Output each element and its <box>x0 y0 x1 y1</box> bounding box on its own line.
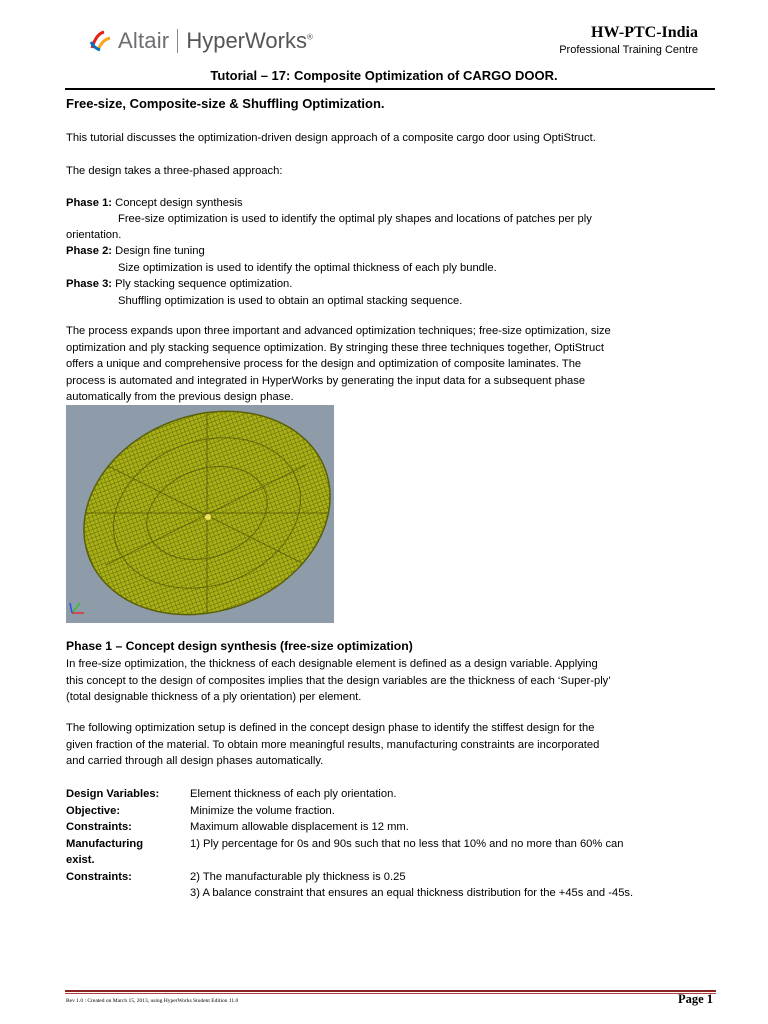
org-subtitle: Professional Training Centre <box>559 44 698 56</box>
intro-text: This tutorial discusses the optimization-driven design approach of a composite cargo door using OptiStruct. <box>66 132 596 144</box>
footer-revision: Rev 1.0 : Created on March 15, 2013, using HyperWorks Student Edition 11.0 <box>66 998 239 1004</box>
logo-separator <box>177 29 178 53</box>
setup-row: 3) A balance constraint that ensures an equal thickness distribution for the +45s and -45s. <box>190 887 634 899</box>
setup-row: Constraints: 2) The manufacturable ply thickness is 0.25 <box>66 870 406 883</box>
center-node <box>205 514 211 520</box>
setup-row: Design Variables: Element thickness of each ply orientation. <box>66 788 397 800</box>
page-number: Page 1 <box>677 992 713 1006</box>
mesh-svg <box>66 405 334 623</box>
phase-1-desc-cont: orientation. <box>66 229 122 241</box>
phase-1-title: Phase 1: Concept design synthesis <box>66 197 243 209</box>
cargo-door-mesh-image <box>66 405 334 623</box>
org-title: HW-PTC-India <box>591 24 698 41</box>
phase-2-title: Phase 2: Design fine tuning <box>66 245 205 257</box>
header-rule <box>65 88 715 90</box>
footer-rule-thin <box>65 993 716 994</box>
phases-intro: The design takes a three-phased approach: <box>66 165 283 177</box>
altair-hyperworks-logo <box>88 27 313 55</box>
phase-1-desc: Free-size optimization is used to identify the optimal ply shapes and locations of patches per ply <box>118 213 592 225</box>
logo-product: HyperWorks® <box>186 28 313 53</box>
free-size-paragraph: In free-size optimization, the thickness of each designable element is defined as a design variable. Applying this concept to the design of composites implies that the design variables are the thickness of each ‘Super-ply’ (total designable thickness of a ply orientation) per element. <box>66 658 611 703</box>
setup-row: Constraints: Maximum allowable displacement is 12 mm. <box>66 821 409 833</box>
section-heading: Phase 1 – Concept design synthesis (free-size optimization) <box>66 639 413 653</box>
altair-logo-icon <box>88 28 114 54</box>
optimization-setup-list <box>66 786 726 902</box>
setup-row: exist. <box>66 854 95 866</box>
page-heading: Free-size, Composite-size & Shuffling Optimization. <box>66 96 385 111</box>
phase-2-desc: Size optimization is used to identify the optimal thickness of each ply bundle. <box>118 262 497 274</box>
tutorial-title: Tutorial – 17: Composite Optimization of CARGO DOOR. <box>210 68 558 83</box>
setup-paragraph: The following optimization setup is defined in the concept design phase to identify the stiffest design for the given fraction of the material. To obtain more meaningful results, manufacturing constraints are incorporated and carried through all design phases automatically. <box>66 722 600 767</box>
phase-3-title: Phase 3: Ply stacking sequence optimization. <box>66 278 293 290</box>
logo-brand: Altair <box>118 28 170 53</box>
setup-row: Manufacturing 1) Ply percentage for 0s and 90s such that no less that 10% and no more than 60% can <box>66 837 624 850</box>
phase-3-desc: Shuffling optimization is used to obtain an optimal stacking sequence. <box>118 295 463 307</box>
setup-row: Objective: Minimize the volume fraction. <box>66 804 335 817</box>
process-paragraph: The process expands upon three important and advanced optimization techniques; free-size optimization, size optimization and ply stacking sequence optimization. By stringing these three techniques together, OptiStruct offers a unique and comprehensive process for the design and optimization of composite laminates. The process is automated and integrated in HyperWorks by generating the input data for a subsequent phase automatically from the previous design phase. <box>66 325 611 403</box>
footer-rule <box>65 990 716 992</box>
